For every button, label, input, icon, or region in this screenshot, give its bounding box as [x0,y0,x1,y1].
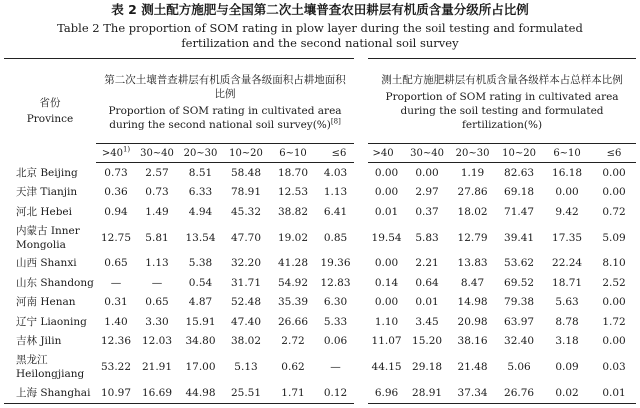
value-cell: 0.65 [104,257,128,270]
value-cell: 1.19 [460,166,485,179]
table-row [4,273,636,293]
value-cell: 38.82 [277,205,309,218]
value-cell: 1.71 [269,383,317,403]
province-cell [4,202,96,222]
value-cell: 0.54 [188,276,213,289]
value-cell: 20.98 [457,315,488,328]
value-cell: 0.01 [415,296,439,309]
table-body [4,163,636,404]
value-cell: 0.73 [104,166,128,179]
value-cell: 1.49 [145,205,169,218]
value-cell: 35.39 [277,296,309,309]
value-cell: 78.91 [230,186,262,199]
table-row [4,183,636,203]
value-cell: 17.00 [185,361,216,373]
value-cell: 25.51 [223,383,269,403]
value-cell: 5.83 [415,231,439,244]
value-cell: 6.96 [361,383,405,403]
province-cell [4,163,96,183]
value-cell: 0.64 [415,276,439,289]
value-cell: 5.06 [507,361,531,373]
value-cell: 45.32 [230,205,262,218]
level-header: 20~30 [178,144,223,163]
province-cell [4,351,96,383]
province-cell [4,312,96,332]
value-cell: 0.01 [361,202,405,222]
value-cell: 2.57 [145,166,169,179]
level-header: ≤6 [317,144,361,163]
value-cell: — [110,276,122,289]
province-name-zh: 天津 [16,186,37,199]
value-cell: 0.14 [361,273,405,293]
province-name-zh: 河北 [16,205,37,218]
value-cell: 4.94 [188,205,213,218]
province-name-zh: 上海 [16,386,37,399]
value-cell: 6.30 [323,296,348,309]
table-row [4,383,636,403]
level-header: 6~10 [269,144,317,163]
value-cell: 0.02 [542,383,592,403]
value-cell: 44.15 [361,351,405,383]
level-header: 30~40 [136,144,178,163]
province-name-zh: 内蒙古 [16,224,48,237]
province-header-en: Province [26,112,74,125]
province-cell [4,222,96,254]
value-cell: 0.00 [555,186,579,199]
value-cell: 8.10 [602,257,626,270]
value-cell: 28.91 [405,383,449,403]
value-cell: 82.63 [504,166,535,179]
value-cell: 0.03 [602,361,626,373]
value-cell: 8.78 [555,315,579,328]
province-name-en: Shandong [40,276,94,289]
value-cell: 38.16 [457,335,488,348]
value-cell: 6.33 [188,186,213,199]
value-cell: 5.63 [555,296,579,309]
table-title-en: Table 2 The proportion of SOM rating in plow layer during the soil testing and formulated fertilization and the second national soil survey [57,21,583,50]
value-cell: 44.98 [178,383,223,403]
province-name-en: Inner Mongolia [16,224,80,251]
value-cell: 52.48 [230,296,262,309]
value-cell: 10.97 [96,383,136,403]
value-cell: 37.34 [449,383,496,403]
value-cell: 16.69 [136,383,178,403]
value-cell: 0.00 [602,166,626,179]
value-cell: 0.00 [602,335,626,348]
value-cell: 14.98 [457,296,488,309]
value-cell: 2.21 [415,257,439,270]
value-cell: 12.75 [100,231,132,244]
value-cell: 53.22 [100,361,132,373]
value-cell: 5.33 [323,315,348,328]
value-cell: 32.40 [504,335,535,348]
value-cell: 0.06 [323,335,348,348]
value-cell: 21.48 [457,361,488,373]
value-cell: 69.18 [504,186,535,199]
table-row [4,351,636,383]
value-cell: 0.00 [415,166,439,179]
value-cell: 0.37 [415,205,439,218]
group2-header-zh: 测土配方施肥耕层有机质含量各级样本占总样本比例 [381,73,623,86]
value-cell: — [330,361,341,373]
value-cell: 13.54 [185,231,216,244]
value-cell: 16.18 [552,166,583,179]
province-header [4,59,96,163]
province-name-en: Liaoning [40,315,87,328]
value-cell: 58.48 [230,166,262,179]
value-cell: 0.94 [104,205,128,218]
value-cell: 39.41 [504,231,535,244]
value-cell: 0.00 [602,186,626,199]
value-cell: 0.01 [592,383,636,403]
value-cell: 0.00 [361,183,405,203]
table-row [4,202,636,222]
table-row [4,254,636,274]
value-cell: 13.83 [457,257,488,270]
value-cell: 26.76 [496,383,542,403]
value-cell: 18.02 [457,205,488,218]
province-name-en: Hebei [40,205,73,218]
group-header-second-survey [96,59,361,144]
som-proportion-table [4,58,636,404]
value-cell: 27.86 [457,186,488,199]
value-cell: 1.13 [323,186,348,199]
level-header: $>40^{1)}$ [96,144,136,163]
table-row [4,222,636,254]
level-header: 10~20 [496,144,542,163]
value-cell: 2.52 [602,276,626,289]
group1-reference: [8] [330,117,341,125]
level-header: 20~30 [449,144,496,163]
value-cell: 53.62 [504,257,535,270]
value-cell: 22.24 [552,257,583,270]
value-cell: 1.13 [145,257,169,270]
province-name-zh: 黑龙江 [16,354,48,366]
province-name-zh: 吉林 [16,335,37,348]
value-cell: 0.85 [323,231,348,244]
value-cell: 3.30 [145,315,169,328]
table-row [4,312,636,332]
value-cell: 34.80 [185,335,216,348]
province-name-zh: 山西 [16,257,37,270]
level-header: >40 [361,144,405,163]
value-cell: 8.51 [188,166,213,179]
value-cell: 54.92 [277,276,309,289]
value-cell: 47.40 [230,315,262,328]
value-cell: 31.71 [230,276,262,289]
value-cell: 12.03 [141,335,173,348]
value-cell: 63.97 [504,315,535,328]
value-cell: 3.45 [415,315,439,328]
value-cell: 5.09 [602,231,626,244]
value-cell: 19.54 [361,222,405,254]
province-name-en: Tianjin [40,186,78,199]
group-header-soil-testing [361,59,636,144]
province-name-en: Heilongjiang [16,368,85,380]
value-cell: 1.72 [602,315,626,328]
level-header: 6~10 [542,144,592,163]
value-cell: 2.97 [415,186,439,199]
level-header: 30~40 [405,144,449,163]
value-cell: 0.12 [317,383,361,403]
value-cell: 12.79 [457,231,488,244]
table-row [4,163,636,183]
value-cell: 15.91 [185,315,216,328]
value-cell: 15.20 [412,335,443,348]
province-name-zh: 辽宁 [16,315,37,328]
value-cell: 5.38 [188,257,213,270]
value-cell: 29.18 [412,361,443,373]
value-cell: 19.02 [277,231,309,244]
value-cell: 1.40 [104,315,128,328]
value-cell: 12.36 [100,335,132,348]
value-cell: 38.02 [230,335,262,348]
value-cell: 0.65 [145,296,169,309]
value-cell: 0.00 [602,296,626,309]
value-cell: 4.03 [323,166,348,179]
level-header: ≤6 [592,144,636,163]
value-cell: 12.83 [320,276,351,289]
value-cell: 0.36 [104,186,128,199]
value-cell: 41.28 [277,257,309,270]
value-cell: — [151,276,163,289]
province-name-en: Shanghai [40,386,91,399]
value-cell: 0.72 [602,205,626,218]
province-cell [4,273,96,293]
province-name-en: Beijing [40,166,78,179]
value-cell: 12.53 [277,186,309,199]
value-cell: 26.66 [277,315,309,328]
table-row [4,332,636,352]
value-cell: 1.10 [361,312,405,332]
group2-header-en: Proportion of SOM rating in cultivated area during the soil testing and formulated fertilization(%) [385,90,619,131]
value-cell: 0.00 [361,293,405,313]
table-title-zh: 表 2 测土配方施肥与全国第二次土壤普查农田耕层有机质含量分级所占比例 [111,2,529,17]
value-cell: 32.20 [230,257,262,270]
province-name-zh: 河南 [16,296,37,309]
province-cell [4,183,96,203]
value-cell: 18.71 [552,276,583,289]
province-cell [4,293,96,313]
group1-header-zh: 第二次土壤普查耕层有机质含量各级面积占耕地面积比例 [104,73,346,100]
value-cell: 17.35 [552,231,583,244]
group1-header-en: Proportion of SOM rating in cultivated area during the second national soil survey(%) [108,104,342,131]
value-cell: 0.62 [281,361,305,373]
value-cell: 11.07 [361,332,405,352]
value-cell: 71.47 [504,205,535,218]
value-cell: 8.47 [460,276,485,289]
value-cell: 0.31 [104,296,128,309]
level-header: 10~20 [223,144,269,163]
value-cell: 0.00 [361,163,405,183]
level-header-row [4,144,636,163]
province-name-en: Shanxi [40,257,77,270]
value-cell: 6.41 [323,205,348,218]
province-name-en: Jilin [40,335,62,348]
table-row [4,293,636,313]
value-cell: 5.13 [234,361,258,373]
province-name-en: Henan [40,296,76,309]
value-cell: 9.42 [555,205,579,218]
province-header-zh: 省份 [39,96,61,109]
value-cell: 47.70 [230,231,262,244]
value-cell: 79.38 [504,296,535,309]
value-cell: 2.72 [281,335,305,348]
value-cell: 0.00 [361,254,405,274]
province-name-zh: 山东 [16,276,37,289]
province-cell [4,383,96,403]
value-cell: 0.09 [555,361,579,373]
province-name-zh: 北京 [16,166,37,179]
value-cell: 19.36 [320,257,351,270]
value-cell: 5.81 [145,231,169,244]
province-cell [4,254,96,274]
province-cell [4,332,96,352]
value-cell: 4.87 [188,296,213,309]
value-cell: 18.70 [277,166,309,179]
value-cell: 3.18 [555,335,579,348]
value-cell: 0.73 [145,186,169,199]
value-cell: 69.52 [504,276,535,289]
value-cell: 21.91 [141,361,173,373]
